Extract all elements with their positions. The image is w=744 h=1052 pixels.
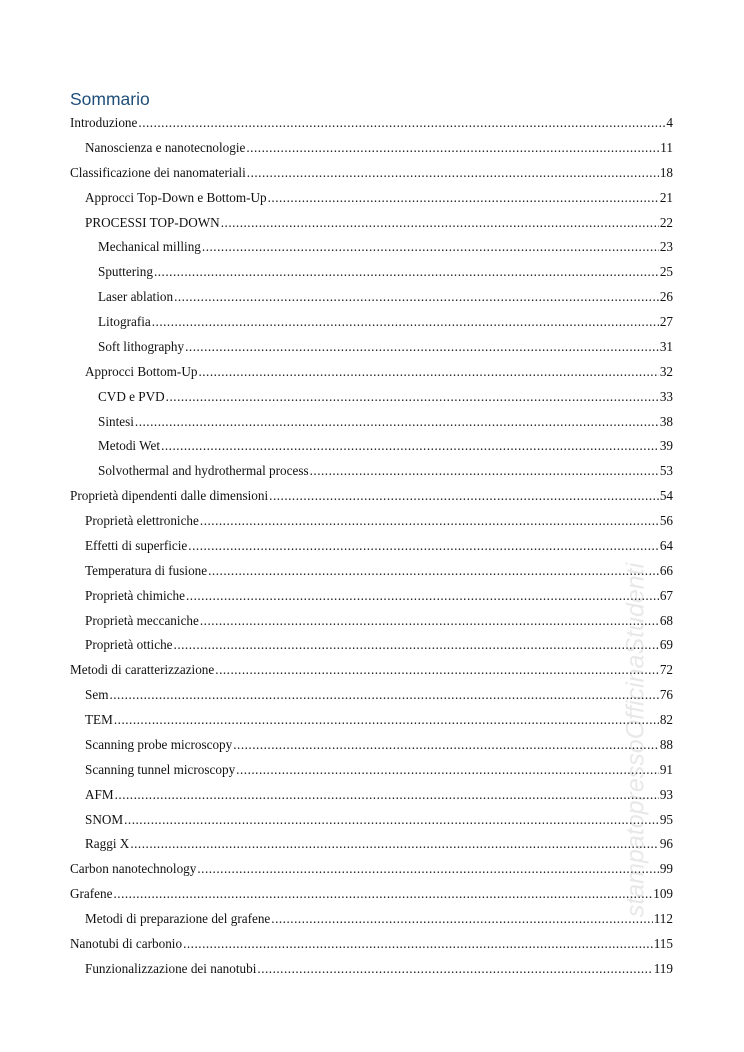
toc-entry-label[interactable]: Nanotubi di carbonio: [70, 935, 183, 951]
toc-entry-label[interactable]: Proprietà meccaniche: [85, 612, 199, 628]
dot-leader: [152, 313, 659, 331]
dot-leader: [200, 512, 659, 530]
toc-entry[interactable]: [70, 338, 673, 363]
toc-entry-page[interactable]: 93: [659, 786, 673, 802]
toc-entry[interactable]: [70, 512, 673, 537]
toc-entry-page[interactable]: 56: [659, 513, 673, 528]
toc-entry-label[interactable]: Sintesi: [98, 413, 134, 429]
dot-leader: [221, 214, 659, 232]
dot-leader: [247, 164, 659, 182]
toc-entry-page[interactable]: 38: [659, 413, 673, 429]
dot-leader: [174, 288, 659, 306]
dot-leader: [202, 238, 659, 256]
toc-entry-page[interactable]: 95: [659, 811, 673, 827]
toc-entry[interactable]: [70, 238, 673, 263]
toc-entry-label[interactable]: Effetti di superficie: [85, 537, 188, 553]
dot-leader: [200, 612, 659, 630]
dot-leader: [161, 437, 659, 455]
dot-leader: [109, 686, 658, 704]
toc-entry-label[interactable]: Sputtering: [98, 264, 153, 280]
dot-leader: [188, 537, 659, 555]
toc-entry-label[interactable]: Sem: [85, 687, 109, 703]
toc-entry-label[interactable]: Metodi di caratterizzazione: [70, 662, 215, 678]
toc-entry-page[interactable]: 88: [659, 736, 673, 752]
toc-entry-page[interactable]: 82: [659, 712, 673, 727]
toc-entry-page[interactable]: 53: [659, 463, 673, 479]
toc-entry-page[interactable]: 25: [659, 264, 673, 280]
toc-entry-page[interactable]: 76: [659, 687, 673, 703]
toc-entry-label[interactable]: Litografia: [98, 314, 151, 329]
toc-entry-page[interactable]: 32: [659, 363, 673, 379]
table-of-contents: [70, 114, 673, 985]
toc-entry[interactable]: [70, 313, 673, 338]
toc-entry[interactable]: [70, 263, 673, 288]
dot-leader: [246, 139, 659, 157]
toc-entry-page[interactable]: 67: [659, 587, 673, 603]
toc-entry-page[interactable]: 64: [659, 537, 673, 553]
toc-entry-label[interactable]: Funzionalizzazione dei nanotubi: [85, 960, 257, 976]
toc-entry-label[interactable]: Scanning probe microscopy: [85, 736, 233, 752]
toc-entry-label[interactable]: Laser ablation: [98, 289, 174, 305]
dot-leader: [114, 711, 659, 729]
dot-leader: [271, 910, 652, 928]
toc-entry[interactable]: [70, 612, 673, 637]
toc-entry[interactable]: [70, 139, 673, 164]
toc-entry-label[interactable]: Raggi X: [85, 836, 130, 852]
toc-entry-label[interactable]: Carbon nanotechnology: [70, 861, 197, 877]
toc-entry[interactable]: [70, 935, 673, 960]
toc-entry[interactable]: [70, 835, 673, 860]
dot-leader: [130, 835, 658, 853]
toc-entry-label[interactable]: Introduzione: [70, 115, 138, 130]
toc-entry-label[interactable]: Mechanical milling: [98, 239, 201, 255]
toc-entry-page[interactable]: 27: [659, 314, 673, 329]
toc-entry[interactable]: [70, 860, 673, 885]
toc-entry-page[interactable]: 99: [659, 861, 673, 877]
toc-entry[interactable]: [70, 288, 673, 313]
toc-entry-page[interactable]: 68: [659, 612, 673, 628]
dot-leader: [310, 462, 659, 480]
toc-entry-page[interactable]: 11: [660, 139, 673, 155]
toc-entry[interactable]: [70, 462, 673, 487]
toc-entry[interactable]: [70, 437, 673, 462]
watermark: stampatopressoOfficinaStudenti: [621, 562, 650, 918]
toc-entry-page[interactable]: 72: [659, 662, 673, 678]
toc-entry-page[interactable]: 31: [659, 338, 673, 354]
dot-leader: [113, 885, 652, 903]
dot-leader: [233, 736, 659, 754]
toc-entry-page[interactable]: 22: [659, 214, 673, 230]
toc-entry-label[interactable]: Solvothermal and hydrothermal process: [98, 463, 309, 479]
toc-entry[interactable]: [70, 363, 673, 388]
toc-entry-label[interactable]: Proprietà chimiche: [85, 587, 185, 603]
dot-leader: [186, 587, 659, 605]
toc-entry-label[interactable]: CVD e PVD: [98, 388, 165, 404]
toc-entry-page[interactable]: 23: [659, 239, 673, 255]
toc-entry[interactable]: [70, 885, 673, 910]
dot-leader: [166, 388, 659, 406]
toc-entry-page[interactable]: 112: [653, 911, 673, 926]
toc-entry-label[interactable]: Proprietà dipendenti dalle dimensioni: [70, 488, 269, 504]
toc-entry-label[interactable]: AFM: [85, 786, 114, 802]
dot-leader: [124, 811, 659, 829]
toc-entry-page[interactable]: 26: [659, 289, 673, 305]
toc-entry-page[interactable]: 21: [659, 189, 673, 205]
toc-entry-page[interactable]: 119: [653, 960, 673, 976]
toc-entry[interactable]: [70, 388, 673, 413]
toc-entry-page[interactable]: 91: [659, 761, 673, 777]
toc-entry-label[interactable]: Temperatura di fusione: [85, 562, 208, 578]
toc-entry[interactable]: [70, 786, 673, 811]
toc-entry-page[interactable]: 54: [659, 488, 673, 504]
toc-entry[interactable]: [70, 686, 673, 711]
toc-entry-page[interactable]: 39: [659, 438, 673, 454]
toc-entry-label[interactable]: TEM: [85, 712, 113, 727]
toc-entry-label[interactable]: Proprietà elettroniche: [85, 513, 199, 528]
toc-entry[interactable]: [70, 661, 673, 686]
dot-leader: [183, 935, 653, 953]
toc-entry[interactable]: [70, 587, 673, 612]
dot-leader: [197, 860, 658, 878]
toc-entry-page[interactable]: 18: [659, 164, 673, 180]
toc-entry-label[interactable]: Classificazione dei nanomateriali: [70, 164, 246, 180]
toc-entry[interactable]: [70, 189, 673, 214]
dot-leader: [198, 363, 658, 381]
toc-entry[interactable]: [70, 960, 673, 985]
toc-entry-label[interactable]: Approcci Top-Down e Bottom-Up: [85, 189, 267, 205]
toc-entry-label[interactable]: SNOM: [85, 811, 124, 827]
dot-leader: [185, 338, 659, 356]
toc-entry[interactable]: [70, 761, 673, 786]
dot-leader: [268, 189, 659, 207]
toc-entry-page[interactable]: 66: [659, 562, 673, 578]
toc-entry[interactable]: [70, 711, 673, 736]
toc-entry-label[interactable]: Scanning tunnel microscopy: [85, 761, 236, 777]
toc-entry-page[interactable]: 4: [666, 115, 673, 130]
dot-leader: [208, 562, 659, 580]
toc-entry-label[interactable]: Approcci Bottom-Up: [85, 363, 198, 379]
toc-entry[interactable]: [70, 487, 673, 512]
toc-entry[interactable]: [70, 114, 673, 139]
toc-entry[interactable]: [70, 214, 673, 239]
toc-entry[interactable]: [70, 164, 673, 189]
toc-entry[interactable]: [70, 636, 673, 661]
dot-leader: [135, 413, 659, 431]
dot-leader: [174, 636, 659, 654]
dot-leader: [236, 761, 659, 779]
toc-entry-label[interactable]: Metodi di preparazione del grafene: [85, 911, 271, 926]
toc-title: Sommario: [70, 89, 150, 109]
dot-leader: [215, 661, 659, 679]
toc-entry[interactable]: [70, 811, 673, 836]
toc-entry-label[interactable]: Nanoscienza e nanotecnologie: [85, 139, 246, 155]
toc-entry[interactable]: [70, 413, 673, 438]
toc-entry-page[interactable]: 33: [659, 388, 673, 404]
dot-leader: [269, 487, 659, 505]
toc-entry-page[interactable]: 96: [659, 836, 673, 852]
toc-entry-label[interactable]: PROCESSI TOP-DOWN: [85, 214, 220, 230]
toc-entry[interactable]: [70, 736, 673, 761]
toc-entry[interactable]: [70, 562, 673, 587]
toc-entry-label[interactable]: Soft lithography: [98, 338, 185, 354]
toc-entry-page[interactable]: 69: [659, 637, 673, 653]
toc-entry-page[interactable]: 109: [653, 886, 673, 902]
dot-leader: [154, 263, 659, 281]
toc-entry-label[interactable]: Grafene: [70, 886, 113, 902]
toc-entry-label[interactable]: Metodi Wet: [98, 438, 161, 454]
dot-leader: [138, 114, 665, 132]
dot-leader: [257, 960, 652, 978]
toc-entry[interactable]: [70, 537, 673, 562]
toc-entry[interactable]: [70, 910, 673, 935]
toc-entry-label[interactable]: Proprietà ottiche: [85, 637, 173, 653]
toc-entry-page[interactable]: 115: [653, 935, 673, 951]
dot-leader: [115, 786, 659, 804]
